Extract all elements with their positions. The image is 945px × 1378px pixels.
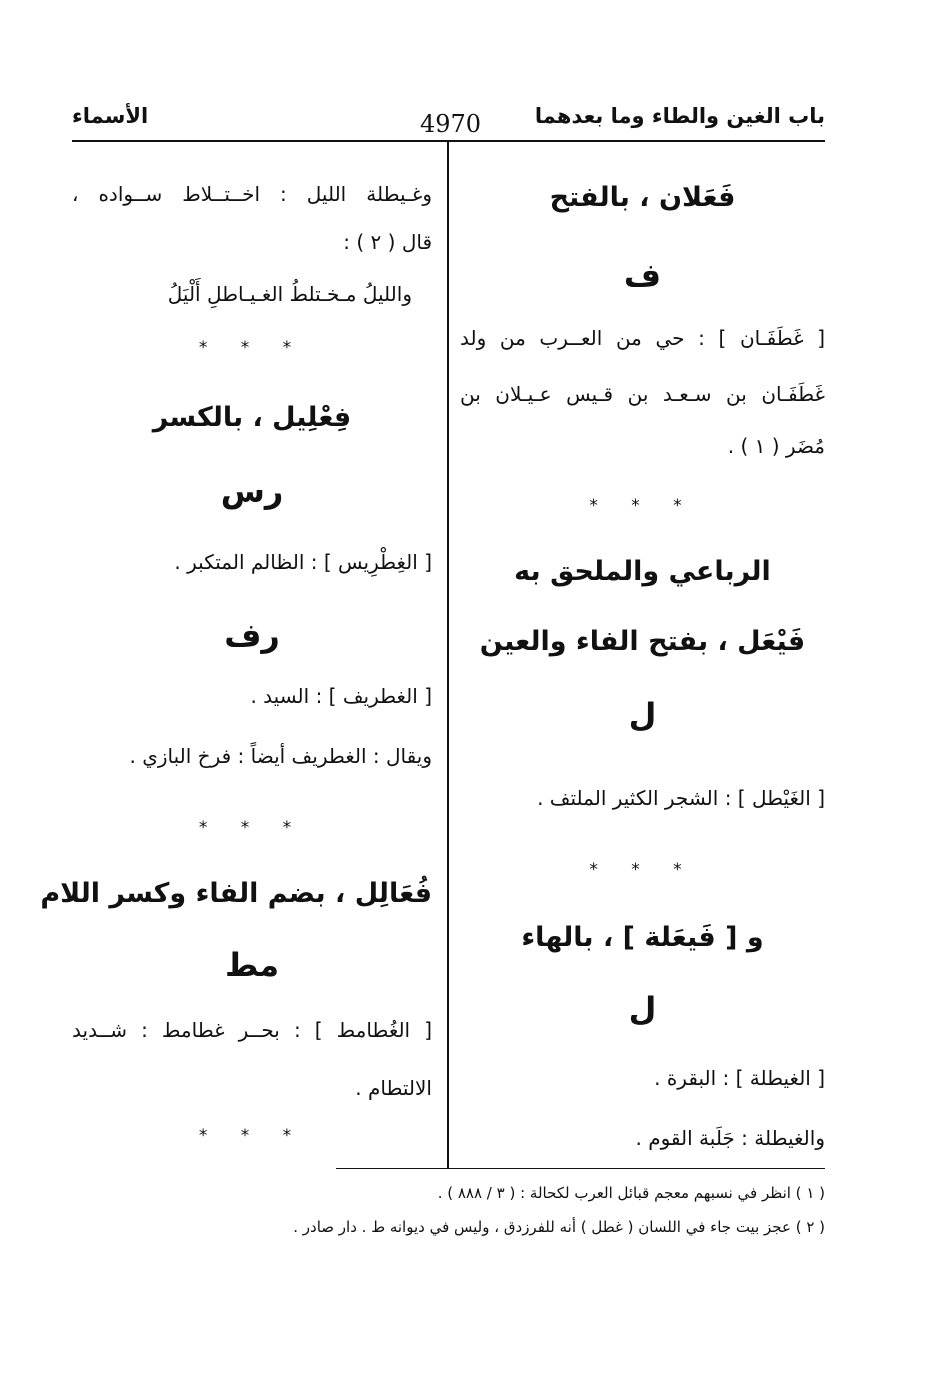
pattern-heading: و [ فَيعَلة ] ، بالهاء <box>521 922 764 953</box>
entry-line: الالتطام . <box>355 1076 432 1100</box>
entry-line: مُضَر ( ١ ) . <box>727 434 825 458</box>
section-separator: * * * <box>198 338 306 358</box>
entry-line: غَطَفَـان بن سـعـد بن قـيس عـيـلان بن <box>460 382 825 406</box>
section-separator: * * * <box>589 496 696 516</box>
footnote: ( ٢ ) عجز بيت جاء في اللسان ( غطل ) أنه للفرزدق ، وليس في ديوانه ط . دار صادر . <box>293 1218 825 1236</box>
section-title: الأسماء <box>72 104 149 128</box>
section-heading: الرباعي والملحق به <box>514 556 771 587</box>
pattern-heading: فُعَالِل ، بضم الفاء وكسر اللام <box>40 878 432 909</box>
section-separator: * * * <box>198 818 306 838</box>
entry-line: [ الغيطلة ] : البقرة . <box>654 1066 825 1090</box>
root-letter: ل <box>628 696 657 734</box>
page-number: 4970 <box>420 110 482 138</box>
entry-line: [ غَطَفَـان ] : حي من العــرب من ولد <box>460 326 825 350</box>
footnote-rule <box>336 1168 825 1169</box>
entry-line: قال ( ٢ ) : <box>343 230 432 254</box>
entry-line: [ الغَيْطل ] : الشجر الكثير الملتف . <box>537 786 825 810</box>
section-separator: * * * <box>589 860 696 880</box>
root-letter: مط <box>224 946 280 984</box>
entry-line: [ الغُطامط ] : بحــر غطامط : شــديد <box>72 1018 432 1042</box>
section-separator: * * * <box>198 1126 306 1146</box>
entry-line: [ الغطريف ] : السيد . <box>250 684 432 708</box>
chapter-title: باب الغين والطاء وما بعدهما <box>534 104 825 128</box>
pattern-heading: فَعَلان ، بالفتح <box>549 182 736 213</box>
entry-line: [ الغِطْرِيس ] : الظالم المتكبر . <box>174 550 432 574</box>
footnote: ( ١ ) انظر في نسبهم معجم قبائل العرب لكحالة : ( ٣ / ٨٨٨ ) . <box>437 1184 825 1202</box>
pattern-heading: فَيْعَل ، بفتح الفاء والعين <box>479 626 806 657</box>
root-letter: رس <box>220 472 284 510</box>
entry-line: والغيطلة : جَلَبة القوم . <box>635 1126 825 1150</box>
verse-line: والليلُ مـخـتلطُ الغـيـاطلِ أَلْيَلُ <box>167 282 412 306</box>
root-letter: ف <box>623 256 662 294</box>
column-divider <box>447 142 449 1168</box>
entry-line: وغـيطلة الليل : اخــتــلاط ســواده ، <box>72 182 432 206</box>
entry-line: ويقال : الغطريف أيضاً : فرخ البازي . <box>129 744 432 768</box>
root-letter: ل <box>628 990 657 1028</box>
pattern-heading: فِعْلِيل ، بالكسر <box>152 402 352 433</box>
root-letter: رف <box>224 616 280 654</box>
